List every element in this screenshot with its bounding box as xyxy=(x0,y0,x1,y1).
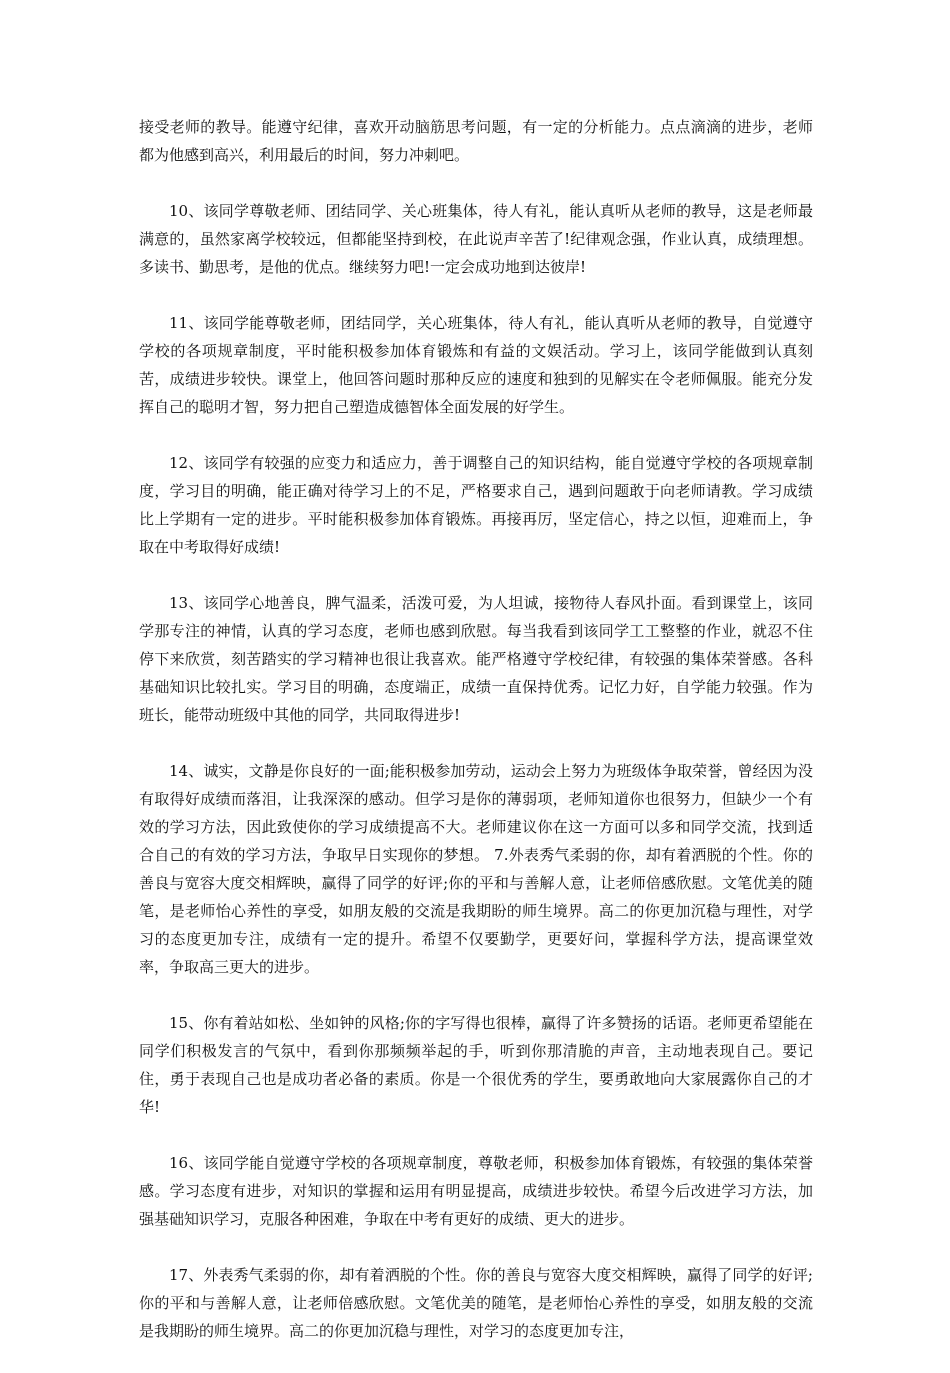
paragraph-14: 14、诚实，文静是你良好的一面;能积极参加劳动，运动会上努力为班级体争取荣誉，曾经因为没有取得好成绩而落泪，让我深深的感动。但学习是你的薄弱项，老师知道你也很努力，但缺少一个有效的学习方法，因此致使你的学习成绩提高不大。老师建议你在这一方面可以多和同学交流，找到适合自己的有效的学习方法，争取早日实现你的梦想。 7.外表秀气柔弱的你，却有着洒脱的个性。你的善良与宽容大度交相辉映，赢得了同学的好评;你的平和与善解人意，让老师倍感欣慰。文笔优美的随笔，是老师怡心养性的享受，如朋友般的交流是我期盼的师生境界。高二的你更加沉稳与理性，对学习的态度更加专注，成绩有一定的提升。希望不仅要勤学，更要好问，掌握科学方法，提高课堂效率，争取高三更大的进步。 xyxy=(139,762,813,976)
document-page xyxy=(139,113,813,1373)
paragraph-13: 13、该同学心地善良，脾气温柔，活泼可爱，为人坦诚，接物待人春风扑面。看到课堂上，该同学那专注的神情，认真的学习态度，老师也感到欣慰。每当我看到该同学工工整整的作业，就忍不住停下来欣赏，刻苦踏实的学习精神也很让我喜欢。能严格遵守学校纪律，有较强的集体荣誉感。各科基础知识比较扎实。学习目的明确，态度端正，成绩一直保持优秀。记忆力好，自学能力较强。作为班长，能带动班级中其他的同学，共同取得进步! xyxy=(139,594,813,724)
paragraph-continuation: 接受老师的教导。能遵守纪律，喜欢开动脑筋思考问题，有一定的分析能力。点点滴滴的进步，老师都为他感到高兴，利用最后的时间，努力冲刺吧。 xyxy=(139,118,813,164)
paragraph-16: 16、该同学能自觉遵守学校的各项规章制度，尊敬老师，积极参加体育锻炼，有较强的集体荣誉感。学习态度有进步，对知识的掌握和运用有明显提高，成绩进步较快。希望今后改进学习方法，加强基础知识学习，克服各种困难，争取在中考有更好的成绩、更大的进步。 xyxy=(139,1154,813,1228)
paragraph-10: 10、该同学尊敬老师、团结同学、关心班集体，待人有礼，能认真听从老师的教导，这是老师最满意的，虽然家离学校较远，但都能坚持到校，在此说声辛苦了!纪律观念强，作业认真，成绩理想。多读书、勤思考，是他的优点。继续努力吧!一定会成功地到达彼岸! xyxy=(139,202,813,276)
paragraph-17: 17、外表秀气柔弱的你，却有着洒脱的个性。你的善良与宽容大度交相辉映，赢得了同学的好评;你的平和与善解人意，让老师倍感欣慰。文笔优美的随笔，是老师怡心养性的享受，如朋友般的交流是我期盼的师生境界。高二的你更加沉稳与理性，对学习的态度更加专注， xyxy=(139,1266,813,1340)
paragraph-12: 12、该同学有较强的应变力和适应力，善于调整自己的知识结构，能自觉遵守学校的各项规章制度，学习目的明确，能正确对待学习上的不足，严格要求自己，遇到问题敢于向老师请教。学习成绩比上学期有一定的进步。平时能积极参加体育锻炼。再接再厉，坚定信心，持之以恒，迎难而上，争取在中考取得好成绩! xyxy=(139,454,813,556)
paragraph-11: 11、该同学能尊敬老师，团结同学，关心班集体，待人有礼，能认真听从老师的教导，自觉遵守学校的各项规章制度，平时能积极参加体育锻炼和有益的文娱活动。学习上，该同学能做到认真刻苦，成绩进步较快。课堂上，他回答问题时那种反应的速度和独到的见解实在令老师佩服。能充分发挥自己的聪明才智，努力把自己塑造成德智体全面发展的好学生。 xyxy=(139,314,813,416)
paragraph-15: 15、你有着站如松、坐如钟的风格;你的字写得也很棒，赢得了许多赞扬的话语。老师更希望能在同学们积极发言的气氛中，看到你那频频举起的手，听到你那清脆的声音，主动地表现自己。要记住，勇于表现自己也是成功者必备的素质。你是一个很优秀的学生，要勇敢地向大家展露你自己的才华! xyxy=(139,1014,813,1116)
